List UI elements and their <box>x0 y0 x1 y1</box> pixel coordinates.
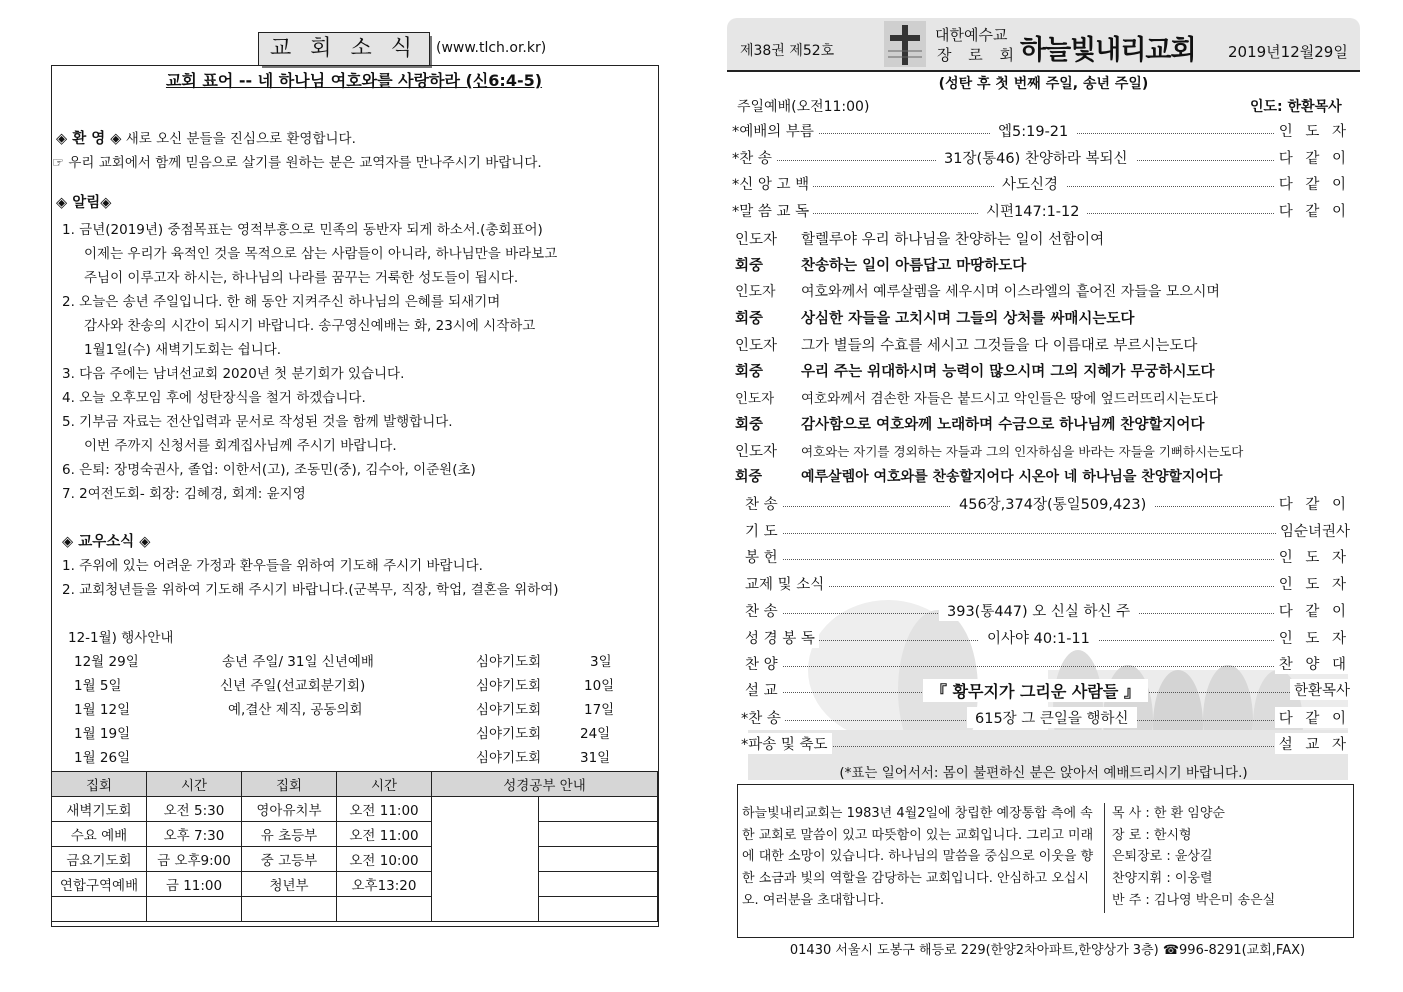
bible-study-cell <box>539 847 658 872</box>
responsive-speaker: 인도자 <box>735 444 778 460</box>
table-cell <box>52 897 147 922</box>
table-cell: 금요기도회 <box>52 847 147 872</box>
event-day: 24일 <box>580 726 611 742</box>
responsive-line <box>735 387 1218 407</box>
schedule-table <box>51 771 658 922</box>
table-cell: 오후13:20 <box>337 872 432 897</box>
order-detail: 393(통447) 오 신실 하신 주 <box>939 600 1138 621</box>
order-name: 성 경 봉 독 <box>745 627 819 648</box>
responsive-speaker: 회중 <box>735 258 764 274</box>
order-name: 찬 송 <box>745 493 782 514</box>
responsive-speaker: 인도자 <box>735 391 775 407</box>
events-title: 12-1월) 행사안내 <box>68 630 174 646</box>
notice-item: 1월1일(수) 새벽기도회는 쉽니다. <box>84 342 282 358</box>
event-prayer: 심야기도회 <box>476 702 542 718</box>
responsive-speaker: 인도자 <box>735 284 776 300</box>
order-item <box>745 493 1350 515</box>
responsive-speaker: 인도자 <box>735 338 778 354</box>
table-cell <box>337 897 432 922</box>
notice-item: 이제는 우리가 육적인 것을 목적으로 삼는 사람들이 아니라, 하나님만을 바라보고 <box>84 246 558 262</box>
order-detail: 엡5:19-21 <box>990 120 1076 141</box>
welcome-text: 새로 오신 분들을 진심으로 환영합니다. <box>125 131 356 147</box>
pastoral-item: 2. 교회청년들을 위하여 기도해 주시기 바랍니다.(군복무, 직장, 학업, 결혼을 위하여) <box>62 582 559 598</box>
table-cell: 오전 11:00 <box>337 822 432 847</box>
notice-item: 6. 은퇴: 장명숙권사, 졸업: 이한서(고), 조동민(중), 김수아, 이준원(초) <box>62 462 476 478</box>
church-url[interactable]: (www.tlch.or.kr) <box>436 40 547 56</box>
order-leader: 임순녀권사 <box>1276 520 1350 541</box>
responsive-text: 그가 별들의 수효를 세시고 그것들을 다 이름대로 부르시는도다 <box>801 338 1198 354</box>
order-leader: 다 같 이 <box>1275 147 1350 168</box>
event-name: 예,결산 제직, 공동의회 <box>228 702 363 718</box>
responsive-speaker: 회중 <box>735 469 763 485</box>
notice-item: 7. 2여전도회- 회장: 김혜경, 회계: 윤지영 <box>62 486 306 502</box>
denomination-line2: 장 로 회 <box>937 46 1021 64</box>
staff-line: 반 주 : 김나영 박은미 송은실 <box>1112 892 1276 908</box>
order-leader: 인 도 자 <box>1275 546 1350 567</box>
responsive-line <box>735 254 1026 275</box>
notice-item: 4. 오늘 오후모임 후에 성탄장식을 철거 하겠습니다. <box>62 390 366 406</box>
order-item <box>732 120 1350 142</box>
order-name: *신 앙 고 백 <box>732 173 813 194</box>
table-row <box>52 872 658 897</box>
order-leader: 한환목사 <box>1290 679 1350 700</box>
responsive-text: 예루살렘아 여호와를 찬송할지어다 시온아 네 하나님을 찬양할지어다 <box>801 469 1223 485</box>
schedule-header-row <box>52 772 658 797</box>
staff-line: 장 로 : 한시형 <box>1112 827 1192 843</box>
event-name: 송년 주일/ 31일 신년예배 <box>222 654 374 670</box>
order-name: *예배의 부름 <box>732 120 818 141</box>
responsive-text: 여호와께서 겸손한 자들은 붙드시고 악인들은 땅에 엎드러뜨리시는도다 <box>801 391 1218 407</box>
event-day: 3일 <box>590 654 612 670</box>
order-detail: 시편147:1-12 <box>978 200 1087 221</box>
table-cell: 오전 5:30 <box>147 797 242 822</box>
order-leader: 설 교 자 <box>1275 733 1350 754</box>
order-leader: 인 도 자 <box>1275 627 1350 648</box>
sermon-title: 『 황무지가 그리운 사람들 』 <box>923 679 1148 702</box>
table-cell: 오후 7:30 <box>147 822 242 847</box>
order-item <box>745 653 1350 675</box>
responsive-speaker: 회중 <box>735 311 764 327</box>
responsive-line <box>735 307 1134 328</box>
event-date: 1월 19일 <box>74 726 131 742</box>
welcome-line <box>56 127 356 148</box>
table-row <box>52 797 658 822</box>
info-divider <box>1104 803 1105 913</box>
notice-item: 이번 주까지 신청서를 회계집사님께 주시기 바랍니다. <box>84 438 397 454</box>
responsive-line <box>735 466 1222 486</box>
order-name: 기 도 <box>745 520 782 541</box>
order-item <box>745 546 1350 568</box>
event-date: 1월 12일 <box>74 702 131 718</box>
responsive-text: 여호와는 자기를 경외하는 자들과 그의 인자하심을 바라는 자들을 기뻐하시는도다 <box>801 444 1244 459</box>
order-leader: 다 같 이 <box>1275 200 1350 221</box>
table-cell: 금 오후9:00 <box>147 847 242 872</box>
order-name: *찬 송 <box>741 707 785 728</box>
schedule-header: 집회 <box>242 772 337 797</box>
order-detail: 615장 그 큰일을 행하신 <box>967 707 1137 728</box>
volume-number: 제38권 제52호 <box>740 43 835 59</box>
responsive-speaker: 회중 <box>735 417 764 433</box>
table-cell: 유 초등부 <box>242 822 337 847</box>
table-cell: 연합구역예배 <box>52 872 147 897</box>
responsive-text: 찬송하는 일이 아름답고 마땅하도다 <box>801 258 1027 274</box>
order-item <box>745 600 1350 622</box>
order-item <box>732 147 1350 169</box>
denomination-line1: 대한예수교 <box>935 26 1008 44</box>
event-day: 17일 <box>584 702 615 718</box>
table-row <box>52 897 658 922</box>
order-leader: 찬 양 대 <box>1275 653 1350 674</box>
standing-note: (*표는 일어서서: 몸이 불편하신 분은 앉아서 예배드리시기 바랍니다.) <box>839 765 1248 781</box>
bulletin-date: 2019년12월29일 <box>1228 43 1348 61</box>
worship-label: 주일예배(오전11:00) <box>737 99 870 115</box>
order-name: *찬 송 <box>732 147 776 168</box>
order-leader: 다 같 이 <box>1275 493 1350 514</box>
table-cell: 오전 10:00 <box>337 847 432 872</box>
church-name: 하늘빛내리교회 <box>1020 35 1196 66</box>
table-cell: 수요 예배 <box>52 822 147 847</box>
order-item <box>745 520 1350 542</box>
responsive-text: 감사함으로 여호와께 노래하며 수금으로 하나님께 찬양할지어다 <box>801 417 1205 433</box>
order-name: *파송 및 축도 <box>741 733 832 754</box>
notice-item: 감사와 찬송의 시간이 되시기 바랍니다. 송구영신예배는 화, 23시에 시작하고 <box>84 318 536 334</box>
order-leader: 다 같 이 <box>1275 600 1350 621</box>
order-leader: 다 같 이 <box>1275 173 1350 194</box>
order-leader: 인 도 자 <box>1275 573 1350 594</box>
church-intro: 하늘빛내리교회는 1983년 4월2일에 창립한 예장통합 측에 속한 교회로 말씀이 있고 따뜻함이 있는 교회입니다. 그리고 미래에 대한 소망이 있습니다. 하나님의 말씀을 중심으로 이웃을 향한 소금과 빛의 역할을 감당하는 교회입니다. 안심하고 오십시오. 여러분을 초대합니다. <box>742 806 1094 908</box>
notice-item: 3. 다음 주에는 남녀선교회 2020년 첫 분기회가 있습니다. <box>62 366 405 382</box>
order-detail: 이사야 40:1-11 <box>979 627 1098 648</box>
bible-study-cell <box>432 797 539 922</box>
order-item <box>745 573 1350 595</box>
responsive-speaker: 인도자 <box>735 232 778 248</box>
pastoral-heading: ◈ 교우소식 ◈ <box>62 534 151 550</box>
table-cell: 영아유치부 <box>242 797 337 822</box>
bible-study-cell <box>539 797 658 822</box>
order-item <box>741 733 1350 755</box>
schedule-header: 성경공부 안내 <box>432 772 658 797</box>
event-date: 1월 5일 <box>74 678 122 694</box>
responsive-text: 여호와께서 예루살렘을 세우시며 이스라엘의 흩어진 자들을 모으시며 <box>801 284 1220 300</box>
notice-item: 5. 기부금 자료는 전산입력과 문서로 작성된 것을 함께 발행합니다. <box>62 414 453 430</box>
responsive-text: 상심한 자들을 고치시며 그들의 상처를 싸매시는도다 <box>801 311 1135 327</box>
church-cross-logo-icon <box>884 21 926 67</box>
order-name: 찬 양 <box>745 653 782 674</box>
order-name: 봉 헌 <box>745 546 782 567</box>
schedule-header: 시간 <box>337 772 432 797</box>
order-detail: 사도신경 <box>994 173 1066 194</box>
table-cell: 새벽기도회 <box>52 797 147 822</box>
responsive-line <box>735 334 1197 355</box>
responsive-line <box>735 440 1243 461</box>
table-cell: 오전 11:00 <box>337 797 432 822</box>
order-item <box>745 627 1350 649</box>
notice-item: 1. 금년(2019년) 중점목표는 영적부흥으로 민족의 동반자 되게 하소서.(총회표어) <box>62 222 543 238</box>
order-name: 교제 및 소식 <box>745 573 828 594</box>
bible-study-cell <box>539 897 658 922</box>
table-row <box>52 822 658 847</box>
staff-line: 은퇴장로 : 윤상길 <box>1112 849 1213 865</box>
event-prayer: 심야기도회 <box>476 750 542 766</box>
order-item <box>745 679 1350 701</box>
order-item <box>732 200 1350 222</box>
order-item <box>732 173 1350 195</box>
order-detail: 456장,374장(통일509,423) <box>951 493 1154 514</box>
church-motto: 교회 표어 -- 네 하나님 여호와를 사랑하라 (신6:4-5) <box>165 71 543 90</box>
responsive-line <box>735 360 1215 381</box>
notice-item: 2. 오늘은 송년 주일입니다. 한 해 동안 지켜주신 하나님의 은혜를 되새기며 <box>62 294 501 310</box>
table-cell: 청년부 <box>242 872 337 897</box>
welcome-text2: ☞ 우리 교회에서 함께 믿음으로 살기를 원하는 분은 교역자를 만나주시기 바랍니다. <box>52 155 542 171</box>
notice-heading: ◈ 알림◈ <box>56 195 112 211</box>
event-date: 1월 26일 <box>74 750 131 766</box>
table-cell <box>147 897 242 922</box>
service-subtitle: (성탄 후 첫 번째 주일, 송년 주일) <box>938 76 1149 92</box>
pastoral-item: 1. 주위에 있는 어려운 가정과 환우들을 위하여 기도해 주시기 바랍니다. <box>62 558 483 574</box>
order-name: 찬 송 <box>745 600 782 621</box>
order-leader: 인 도 자 <box>1275 120 1350 141</box>
notice-item: 주님이 이루고자 하시는, 하나님의 나라를 꿈꾸는 거룩한 성도들이 됩시다. <box>84 270 519 286</box>
event-date: 12월 29일 <box>74 654 139 670</box>
church-address: 01430 서울시 도봉구 해등로 229(한양2차아파트,한양상가 3층) ☎996-8291(교회,FAX) <box>789 943 1306 958</box>
responsive-speaker: 회중 <box>735 364 764 380</box>
responsive-line <box>735 228 1104 249</box>
staff-list <box>1112 803 1275 912</box>
event-name: 신년 주일(선교회분기회) <box>220 678 366 694</box>
order-detail: 31장(통46) 찬양하라 복되신 <box>936 147 1136 168</box>
welcome-heading: ◈ 환 영 ◈ <box>56 131 122 147</box>
order-item <box>741 707 1350 729</box>
staff-line: 목 사 : 한 환 임양순 <box>1112 806 1225 821</box>
news-title: 교 회 소 식 <box>258 32 430 66</box>
event-day: 10일 <box>584 678 615 694</box>
event-prayer: 심야기도회 <box>476 726 542 742</box>
order-leader: 다 같 이 <box>1275 707 1350 728</box>
event-prayer: 심야기도회 <box>476 654 542 670</box>
table-cell <box>242 897 337 922</box>
responsive-text: 우리 주는 위대하시며 능력이 많으시며 그의 지혜가 무궁하시도다 <box>801 364 1215 380</box>
responsive-text: 할렐루야 우리 하나님을 찬양하는 일이 선함이여 <box>801 232 1105 248</box>
staff-line: 찬양지휘 : 이웅렬 <box>1112 871 1213 887</box>
table-row <box>52 847 658 872</box>
leader-label: 인도: 한환목사 <box>1250 99 1342 115</box>
table-cell: 금 11:00 <box>147 872 242 897</box>
schedule-header: 시간 <box>147 772 242 797</box>
responsive-line <box>735 413 1204 434</box>
order-name: 설 교 <box>745 679 782 700</box>
table-cell: 중 고등부 <box>242 847 337 872</box>
responsive-line <box>735 281 1220 301</box>
event-day: 31일 <box>580 750 611 766</box>
schedule-header: 집회 <box>52 772 147 797</box>
order-name: *말 씀 교 독 <box>732 200 813 221</box>
event-prayer: 심야기도회 <box>476 678 542 694</box>
bible-study-cell <box>539 822 658 847</box>
bible-study-cell <box>539 872 658 897</box>
